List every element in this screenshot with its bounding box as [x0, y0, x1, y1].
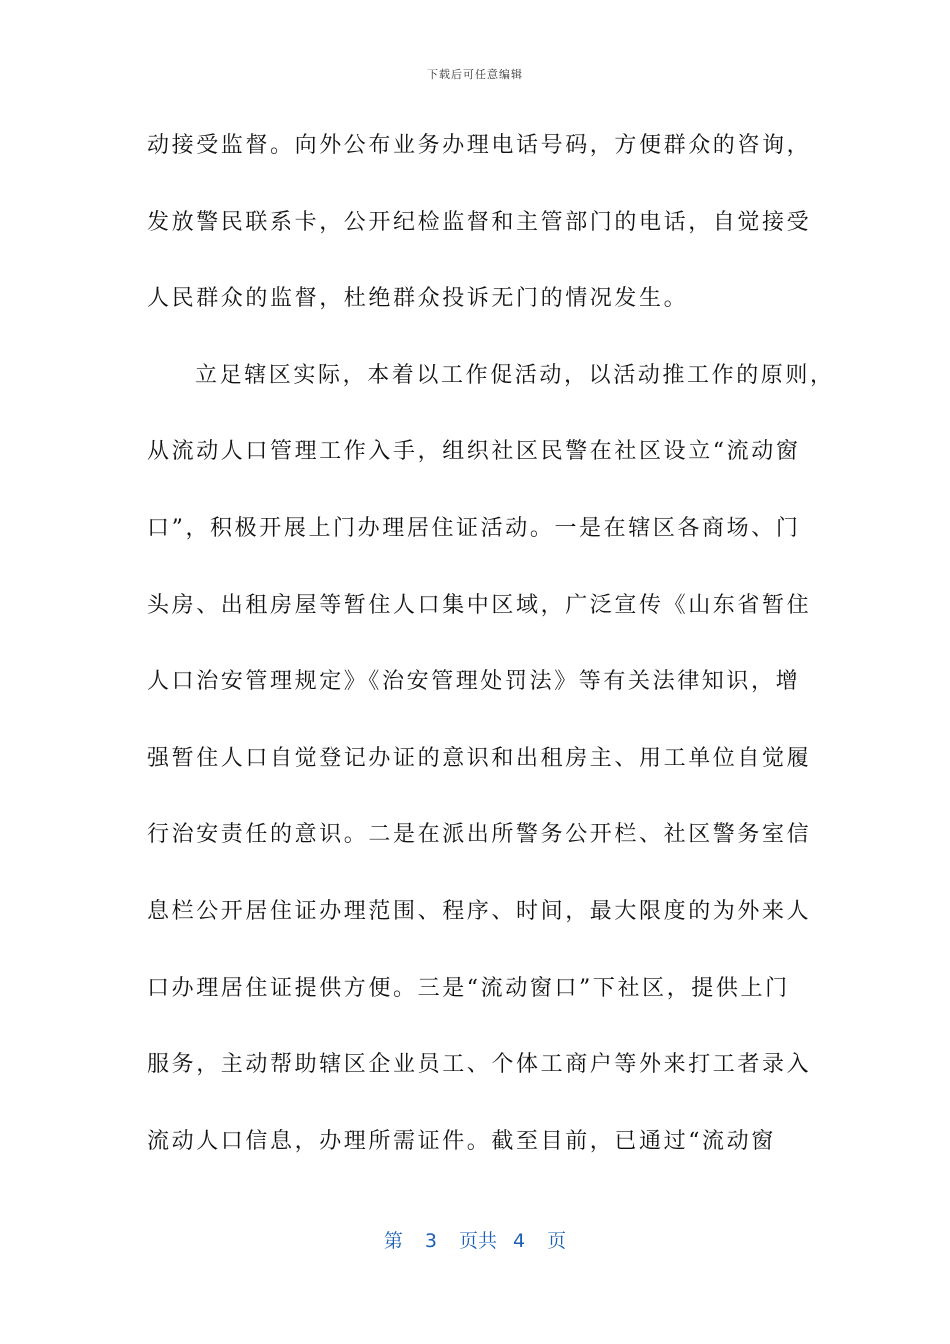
page-footer	[0, 1226, 950, 1253]
footer-middle: 页共	[458, 1230, 497, 1252]
text-line: 息栏公开居住证办理范围、程序、时间，最大限度的为外来人	[147, 898, 812, 924]
text-line: 动接受监督。向外公布业务办理电话号码，方便群众的咨询，	[147, 133, 812, 158]
footer-suffix: 页	[547, 1230, 567, 1252]
text-line: 行治安责任的意识。二是在派出所警务公开栏、社区警务室信	[147, 822, 812, 848]
text-line: 流动人口信息，办理所需证件。截至目前，已通过“流动窗	[147, 1128, 776, 1154]
text-line: 发放警民联系卡，公开纪检监督和主管部门的电话，自觉接受	[147, 209, 812, 235]
footer-total-pages: 4	[513, 1230, 526, 1252]
footer-current-page: 3	[424, 1230, 437, 1252]
paragraph-first-line: 立足辖区实际，本着以工作促活动，以活动推工作的原则，	[195, 362, 835, 388]
text-line: 头房、出租房屋等暂住人口集中区域，广泛宣传《山东省暂住	[147, 592, 812, 618]
text-line: 口办理居住证提供方便。三是“流动窗口”下社区，提供上门	[147, 975, 790, 1001]
document-body	[147, 125, 835, 1197]
text-line: 强暂住人口自觉登记办证的意识和出租房主、用工单位自觉履	[147, 745, 812, 771]
footer-prefix: 第	[383, 1230, 403, 1252]
text-line: 人民群众的监督，杜绝群众投诉无门的情况发生。	[147, 286, 689, 312]
text-line: 人口治安管理规定》《治安管理处罚法》等有关法律知识，增	[147, 669, 801, 695]
page-header: 下载后可任意编辑	[427, 68, 523, 81]
text-line: 口”，积极开展上门办理居住证活动。一是在辖区各商场、门	[147, 515, 801, 541]
text-line: 从流动人口管理工作入手，组织社区民警在社区设立“流动窗	[147, 439, 801, 465]
text-line: 服务，主动帮助辖区企业员工、个体工商户等外来打工者录入	[147, 1052, 812, 1078]
